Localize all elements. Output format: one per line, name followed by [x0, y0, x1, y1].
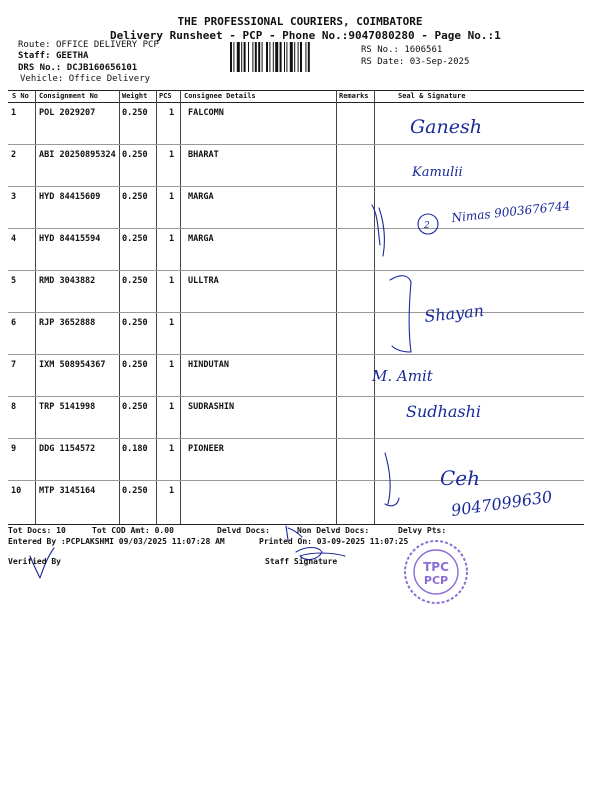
cell-sno: 6	[11, 318, 17, 328]
cell-consignment: IXM 508954367	[39, 360, 106, 370]
verified-by-label: Verified By	[8, 557, 61, 566]
signature-row-8: Sudhashi	[406, 402, 481, 421]
cell-weight: 0.250	[122, 486, 148, 496]
header-seal-signature: Seal & Signature	[398, 92, 466, 100]
header-weight: Weight	[122, 92, 148, 100]
stamp-text-bottom: PCP	[423, 574, 449, 587]
rs-date: RS Date: 03-Sep-2025	[361, 57, 470, 67]
drs-value: DCJB160656101	[66, 63, 138, 73]
vehicle-value: Office Delivery	[68, 74, 151, 84]
cell-consignment: DDG 1154572	[39, 444, 96, 454]
header-consignee: Consignee Details	[184, 92, 256, 100]
non-delivered-docs: Non Delvd Docs:	[297, 526, 370, 535]
cell-consignment: TRP 5141998	[39, 402, 96, 412]
cell-pcs: 1	[169, 444, 175, 454]
signature-bracket	[372, 205, 384, 256]
cell-consignment: RJP 3652888	[39, 318, 96, 328]
company-title: THE PROFESSIONAL COURIERS, COIMBATORE	[177, 15, 423, 28]
cell-sno: 10	[11, 486, 22, 496]
cell-sno: 3	[11, 192, 17, 202]
stamp-text-top: TPC	[423, 560, 449, 574]
drs-label: DRS No.:	[18, 63, 62, 73]
cell-sno: 5	[11, 276, 17, 286]
cell-pcs: 1	[169, 402, 175, 412]
cell-consignee: PIONEER	[188, 444, 224, 454]
printed-on: Printed On: 03-09-2025 11:07:25	[259, 537, 409, 546]
cell-weight: 0.250	[122, 318, 148, 328]
cell-pcs: 1	[169, 192, 175, 202]
cell-consignment: ABI 20250895324	[39, 150, 116, 160]
cell-consignee: MARGA	[188, 234, 214, 244]
cell-consignee: FALCOMN	[188, 108, 224, 118]
signature-row-7: M. Amit	[372, 367, 433, 385]
cell-consignment: HYD 84415594	[39, 234, 101, 244]
cell-weight: 0.250	[122, 234, 148, 244]
header-pcs: PCS	[159, 92, 172, 100]
cell-consignment: RMD 3043882	[39, 276, 96, 286]
header-remarks: Remarks	[339, 92, 369, 100]
vehicle-label: Vehicle:	[20, 74, 64, 84]
cell-weight: 0.250	[122, 402, 148, 412]
entered-by: Entered By :PCPLAKSHMI 09/03/2025 11:07:28 AM	[8, 537, 225, 546]
cell-weight: 0.250	[122, 108, 148, 118]
cell-pcs: 1	[169, 108, 175, 118]
cell-pcs: 1	[169, 150, 175, 160]
cell-consignee: HINDUTAN	[188, 360, 229, 370]
cell-weight: 0.250	[122, 276, 148, 286]
staff-value: GEETHA	[55, 51, 89, 61]
signature-row-9-10-name: Ceh	[440, 466, 481, 490]
signature-row-2: Kamulii	[412, 165, 463, 180]
delivered-docs: Delvd Docs:	[217, 526, 270, 535]
total-docs: Tot Docs: 10	[8, 526, 66, 535]
delivery-points: Delvy Pts:	[398, 526, 447, 535]
cell-consignee: SUDRASHIN	[188, 402, 235, 412]
cell-pcs: 1	[169, 234, 175, 244]
cell-pcs: 1	[169, 360, 175, 370]
cell-sno: 1	[11, 108, 17, 118]
cell-sno: 9	[11, 444, 17, 454]
cell-weight: 0.250	[122, 150, 148, 160]
cell-consignee: MARGA	[188, 192, 214, 202]
signature-row-9-10-phone: 9047099630	[449, 486, 554, 520]
route-label: Route:	[18, 40, 51, 50]
route-value: OFFICE DELIVERY PCP	[55, 40, 159, 50]
cell-sno: 2	[11, 150, 17, 160]
cell-weight: 0.180	[122, 444, 148, 454]
cell-sno: 7	[11, 360, 17, 370]
cell-weight: 0.250	[122, 360, 148, 370]
cell-weight: 0.250	[122, 192, 148, 202]
runsheet-title: Delivery Runsheet - PCP - Phone No.:9047080280 - Page No.:1	[110, 29, 501, 42]
signature-row-3-4: Nimas 9003676744	[450, 198, 571, 225]
signature-row-1: Ganesh	[410, 116, 482, 138]
signature-bracket-large	[390, 276, 411, 352]
total-cod-amount: Tot COD Amt: 0.00	[92, 526, 174, 535]
signature-circled-number: 2	[424, 221, 430, 231]
cell-consignment: MTP 3145164	[39, 486, 96, 496]
rs-number: RS No.: 1606561	[361, 45, 443, 55]
cell-consignee: BHARAT	[188, 150, 219, 160]
cell-pcs: 1	[169, 276, 175, 286]
courier-stamp	[402, 538, 470, 606]
cell-consignee: ULLTRA	[188, 276, 219, 286]
cell-consignment: POL 2029207	[39, 108, 96, 118]
staff-label: Staff:	[18, 51, 51, 61]
cell-sno: 4	[11, 234, 17, 244]
cell-consignment: HYD 84415609	[39, 192, 101, 202]
signature-row-5-6: Shayan	[423, 300, 485, 326]
header-sno: S No	[12, 92, 29, 100]
cell-sno: 8	[11, 402, 17, 412]
cell-pcs: 1	[169, 486, 175, 496]
cell-pcs: 1	[169, 318, 175, 328]
header-consignment: Consignment No	[39, 92, 99, 100]
staff-signature-label: Staff Signature	[265, 557, 338, 566]
signature-bracket-bottom	[385, 453, 399, 506]
